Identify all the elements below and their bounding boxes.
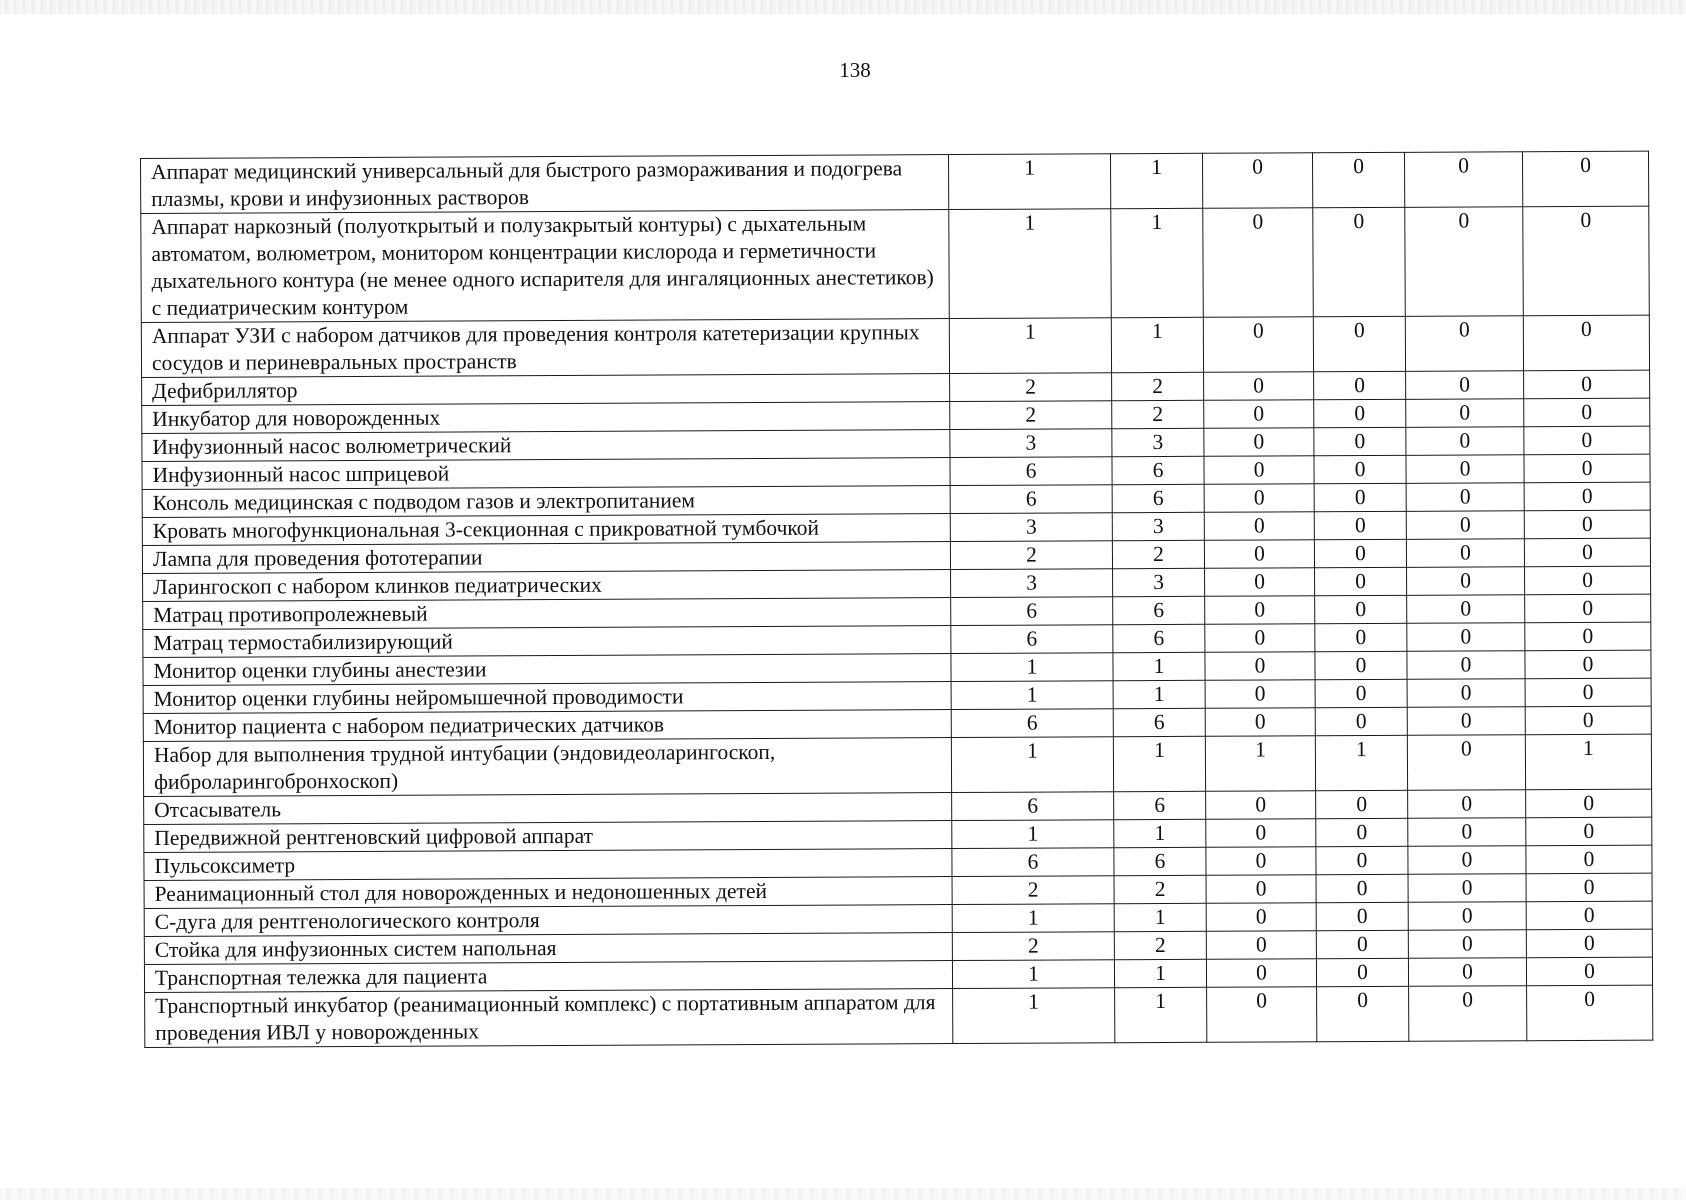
equipment-name-cell: Аппарат УЗИ с набором датчиков для проведения контроля катетеризации крупных сосудов и периневральных пространств <box>141 319 949 378</box>
quantity-cell-col-4: 0 <box>1316 930 1408 958</box>
quantity-cell-col-2: 6 <box>1113 708 1205 736</box>
equipment-name-cell: Пульсоксиметр <box>144 849 952 881</box>
quantity-cell-col-4: 0 <box>1314 399 1406 427</box>
equipment-name-cell: Инфузионный насос волюметрический <box>142 430 950 462</box>
quantity-cell-col-4: 0 <box>1314 483 1406 511</box>
quantity-cell-col-1: 6 <box>952 792 1114 821</box>
quantity-cell-col-1: 1 <box>952 960 1114 989</box>
equipment-name-cell: Стойка для инфузионных систем напольная <box>144 933 952 965</box>
quantity-cell-col-3: 0 <box>1202 153 1312 209</box>
quantity-cell-col-4: 0 <box>1314 511 1406 539</box>
quantity-cell-col-4: 0 <box>1316 874 1408 902</box>
quantity-cell-col-1: 1 <box>952 820 1114 849</box>
quantity-cell-col-5: 0 <box>1405 207 1524 317</box>
quantity-cell-col-5: 0 <box>1406 371 1524 400</box>
quantity-cell-col-5: 0 <box>1408 958 1526 987</box>
quantity-cell-col-2: 3 <box>1112 428 1204 456</box>
equipment-name-cell: С-дуга для рентгенологического контроля <box>144 905 952 937</box>
quantity-cell-col-4: 0 <box>1314 539 1406 567</box>
equipment-name-cell: Реанимационный стол для новорожденных и недоношенных детей <box>144 877 952 909</box>
quantity-cell-col-3: 0 <box>1205 624 1315 653</box>
equipment-name-cell: Монитор пациента с набором педиатрических датчиков <box>143 710 951 742</box>
quantity-cell-col-3: 0 <box>1205 652 1315 681</box>
quantity-cell-col-1: 1 <box>951 653 1113 682</box>
quantity-cell-col-5: 0 <box>1406 455 1524 484</box>
quantity-cell-col-2: 1 <box>1113 680 1205 708</box>
quantity-cell-col-6: 0 <box>1524 370 1650 399</box>
quantity-cell-col-6: 0 <box>1525 622 1651 651</box>
quantity-cell-col-5: 0 <box>1407 735 1525 791</box>
quantity-cell-col-3: 0 <box>1206 791 1316 820</box>
quantity-cell-col-6: 0 <box>1524 510 1650 539</box>
quantity-cell-col-4: 0 <box>1314 371 1406 399</box>
quantity-cell-col-6: 0 <box>1526 957 1652 986</box>
quantity-cell-col-3: 0 <box>1204 456 1314 485</box>
quantity-cell-col-5: 0 <box>1407 595 1525 624</box>
quantity-cell-col-2: 1 <box>1114 903 1206 931</box>
quantity-cell-col-3: 0 <box>1206 959 1316 988</box>
quantity-cell-col-5: 0 <box>1408 790 1526 819</box>
quantity-cell-col-1: 6 <box>951 597 1113 626</box>
quantity-cell-col-1: 6 <box>950 485 1112 514</box>
quantity-cell-col-6: 0 <box>1524 538 1650 567</box>
quantity-cell-col-6: 0 <box>1525 566 1651 595</box>
quantity-cell-col-6: 0 <box>1525 678 1651 707</box>
quantity-cell-col-1: 6 <box>952 848 1114 877</box>
quantity-cell-col-2: 6 <box>1113 624 1205 652</box>
quantity-cell-col-1: 1 <box>949 209 1112 319</box>
quantity-cell-col-2: 2 <box>1112 400 1204 428</box>
quantity-cell-col-2: 1 <box>1110 153 1202 208</box>
quantity-cell-col-1: 3 <box>951 569 1113 598</box>
quantity-cell-col-1: 2 <box>952 876 1114 905</box>
quantity-cell-col-6: 0 <box>1526 873 1652 902</box>
quantity-cell-col-5: 0 <box>1407 623 1525 652</box>
quantity-cell-col-3: 0 <box>1204 484 1314 513</box>
equipment-name-cell: Матрац противопролежневый <box>143 598 951 630</box>
quantity-cell-col-4: 0 <box>1316 958 1408 986</box>
quantity-cell-col-3: 0 <box>1206 819 1316 848</box>
quantity-cell-col-2: 6 <box>1112 456 1204 484</box>
quantity-cell-col-1: 1 <box>951 681 1113 710</box>
scan-edge-top <box>0 0 1686 14</box>
quantity-cell-col-2: 2 <box>1112 540 1204 568</box>
quantity-cell-col-5: 0 <box>1406 539 1524 568</box>
quantity-cell-col-6: 0 <box>1525 706 1651 735</box>
quantity-cell-col-1: 6 <box>950 457 1112 486</box>
quantity-cell-col-4: 0 <box>1315 595 1407 623</box>
quantity-cell-col-4: 0 <box>1315 651 1407 679</box>
quantity-cell-col-5: 0 <box>1407 679 1525 708</box>
quantity-cell-col-6: 0 <box>1526 789 1652 818</box>
quantity-cell-col-1: 2 <box>950 401 1112 430</box>
equipment-name-cell: Дефибриллятор <box>142 374 950 406</box>
quantity-cell-col-6: 0 <box>1523 315 1649 371</box>
quantity-cell-col-6: 0 <box>1524 454 1650 483</box>
quantity-cell-col-4: 0 <box>1312 152 1404 207</box>
quantity-cell-col-1: 1 <box>951 737 1113 793</box>
quantity-cell-col-6: 0 <box>1526 929 1652 958</box>
quantity-cell-col-3: 0 <box>1205 680 1315 709</box>
equipment-table-body <box>141 151 1653 1047</box>
equipment-name-cell: Аппарат медицинский универсальный для быстрого размораживания и подогрева плазмы, крови и инфузионных растворов <box>141 155 949 214</box>
quantity-cell-col-3: 0 <box>1204 428 1314 457</box>
quantity-cell-col-5: 0 <box>1407 707 1525 736</box>
quantity-cell-col-5: 0 <box>1408 930 1526 959</box>
quantity-cell-col-4: 0 <box>1316 790 1408 818</box>
equipment-name-cell: Транспортная тележка для пациента <box>144 961 952 993</box>
equipment-table <box>140 151 1653 1048</box>
quantity-cell-col-6: 0 <box>1526 817 1652 846</box>
quantity-cell-col-5: 0 <box>1407 651 1525 680</box>
quantity-cell-col-2: 6 <box>1114 847 1206 875</box>
quantity-cell-col-5: 0 <box>1407 567 1525 596</box>
quantity-cell-col-2: 6 <box>1114 791 1206 819</box>
quantity-cell-col-3: 0 <box>1204 372 1314 401</box>
quantity-cell-col-6: 0 <box>1523 206 1650 316</box>
equipment-name-cell: Отсасыватель <box>144 793 952 825</box>
equipment-name-cell: Кровать многофункциональная 3-секционная с прикроватной тумбочкой <box>142 514 950 546</box>
quantity-cell-col-4: 1 <box>1315 735 1407 790</box>
quantity-cell-col-3: 0 <box>1206 847 1316 876</box>
equipment-name-cell: Транспортный инкубатор (реанимационный комплекс) с портативным аппаратом для проведения ИВЛ у новорожденных <box>145 989 953 1048</box>
scan-edge-bottom <box>0 1188 1686 1200</box>
quantity-cell-col-1: 1 <box>952 904 1114 933</box>
page-number: 138 <box>839 58 871 82</box>
quantity-cell-col-3: 0 <box>1206 931 1316 960</box>
equipment-name-cell: Матрац термостабилизирующий <box>143 626 951 658</box>
quantity-cell-col-5: 0 <box>1409 986 1527 1042</box>
quantity-cell-col-1: 3 <box>950 513 1112 542</box>
quantity-cell-col-6: 0 <box>1526 845 1652 874</box>
quantity-cell-col-3: 0 <box>1205 596 1315 625</box>
quantity-cell-col-3: 0 <box>1206 875 1316 904</box>
quantity-cell-col-5: 0 <box>1405 316 1523 372</box>
quantity-cell-col-2: 1 <box>1111 317 1203 372</box>
quantity-cell-col-5: 0 <box>1408 846 1526 875</box>
quantity-cell-col-4: 0 <box>1316 902 1408 930</box>
quantity-cell-col-5: 0 <box>1406 399 1524 428</box>
quantity-cell-col-2: 3 <box>1113 568 1205 596</box>
quantity-cell-col-1: 2 <box>950 373 1112 402</box>
quantity-cell-col-3: 0 <box>1205 708 1315 737</box>
quantity-cell-col-6: 0 <box>1527 985 1653 1041</box>
quantity-cell-col-6: 0 <box>1524 482 1650 511</box>
quantity-cell-col-5: 0 <box>1408 818 1526 847</box>
equipment-name-cell: Консоль медицинская с подводом газов и электропитанием <box>142 486 950 518</box>
quantity-cell-col-6: 1 <box>1525 734 1651 790</box>
quantity-cell-col-2: 1 <box>1114 819 1206 847</box>
quantity-cell-col-2: 2 <box>1114 875 1206 903</box>
quantity-cell-col-3: 0 <box>1203 208 1314 318</box>
quantity-cell-col-4: 0 <box>1317 986 1409 1041</box>
quantity-cell-col-6: 0 <box>1524 426 1650 455</box>
quantity-cell-col-3: 0 <box>1207 987 1317 1043</box>
quantity-cell-col-4: 0 <box>1315 623 1407 651</box>
quantity-cell-col-1: 2 <box>952 932 1114 961</box>
table-row <box>141 315 1649 377</box>
quantity-cell-col-3: 0 <box>1203 317 1313 373</box>
table-row <box>141 151 1649 213</box>
quantity-cell-col-4: 0 <box>1314 427 1406 455</box>
quantity-cell-col-1: 3 <box>950 429 1112 458</box>
quantity-cell-col-4: 0 <box>1314 455 1406 483</box>
quantity-cell-col-1: 1 <box>949 318 1111 374</box>
quantity-cell-col-4: 0 <box>1316 846 1408 874</box>
quantity-cell-col-3: 0 <box>1204 512 1314 541</box>
equipment-table-container <box>140 151 1652 1048</box>
quantity-cell-col-6: 0 <box>1525 594 1651 623</box>
equipment-name-cell: Лампа для проведения фототерапии <box>142 542 950 574</box>
equipment-name-cell: Инкубатор для новорожденных <box>142 402 950 434</box>
equipment-name-cell: Набор для выполнения трудной интубации (эндовидеоларингоскоп, фиброларингобронхоскоп) <box>143 738 951 797</box>
quantity-cell-col-6: 0 <box>1522 151 1648 207</box>
quantity-cell-col-5: 0 <box>1406 483 1524 512</box>
equipment-name-cell: Монитор оценки глубины нейромышечной проводимости <box>143 682 951 714</box>
quantity-cell-col-2: 2 <box>1114 931 1206 959</box>
table-row <box>143 734 1651 796</box>
quantity-cell-col-2: 1 <box>1113 736 1205 791</box>
quantity-cell-col-5: 0 <box>1408 874 1526 903</box>
quantity-cell-col-4: 0 <box>1313 207 1406 316</box>
quantity-cell-col-4: 0 <box>1313 316 1405 371</box>
quantity-cell-col-5: 0 <box>1406 427 1524 456</box>
table-row <box>145 985 1653 1047</box>
equipment-name-cell: Ларингоскоп с набором клинков педиатрических <box>143 570 951 602</box>
quantity-cell-col-5: 0 <box>1408 902 1526 931</box>
quantity-cell-col-3: 0 <box>1204 400 1314 429</box>
quantity-cell-col-1: 6 <box>951 709 1113 738</box>
quantity-cell-col-2: 6 <box>1112 484 1204 512</box>
quantity-cell-col-4: 0 <box>1315 567 1407 595</box>
quantity-cell-col-3: 0 <box>1206 903 1316 932</box>
quantity-cell-col-1: 1 <box>948 154 1110 210</box>
quantity-cell-col-6: 0 <box>1525 650 1651 679</box>
quantity-cell-col-1: 6 <box>951 625 1113 654</box>
equipment-name-cell: Передвижной рентгеновский цифровой аппарат <box>144 821 952 853</box>
quantity-cell-col-3: 0 <box>1205 568 1315 597</box>
equipment-name-cell: Монитор оценки глубины анестезии <box>143 654 951 686</box>
quantity-cell-col-1: 1 <box>953 988 1115 1044</box>
quantity-cell-col-2: 3 <box>1112 512 1204 540</box>
quantity-cell-col-4: 0 <box>1315 679 1407 707</box>
quantity-cell-col-2: 6 <box>1113 596 1205 624</box>
quantity-cell-col-3: 1 <box>1205 736 1315 792</box>
quantity-cell-col-2: 1 <box>1111 208 1204 317</box>
quantity-cell-col-2: 1 <box>1115 987 1207 1042</box>
table-row <box>141 206 1650 322</box>
quantity-cell-col-5: 0 <box>1404 152 1522 208</box>
quantity-cell-col-6: 0 <box>1524 398 1650 427</box>
quantity-cell-col-2: 1 <box>1113 652 1205 680</box>
quantity-cell-col-6: 0 <box>1526 901 1652 930</box>
quantity-cell-col-4: 0 <box>1315 707 1407 735</box>
quantity-cell-col-2: 1 <box>1114 959 1206 987</box>
equipment-name-cell: Аппарат наркозный (полуоткрытый и полузакрытый контуры) с дыхательным автоматом, волюметром, монитором концентрации кислорода и герметичности дыхательного контура (не менее одного испарителя для ингаляционных анестетиков) с педиатрическим контуром <box>141 210 950 323</box>
quantity-cell-col-3: 0 <box>1204 540 1314 569</box>
quantity-cell-col-5: 0 <box>1406 511 1524 540</box>
quantity-cell-col-2: 2 <box>1112 372 1204 400</box>
quantity-cell-col-4: 0 <box>1316 818 1408 846</box>
quantity-cell-col-1: 2 <box>950 541 1112 570</box>
equipment-name-cell: Инфузионный насос шприцевой <box>142 458 950 490</box>
